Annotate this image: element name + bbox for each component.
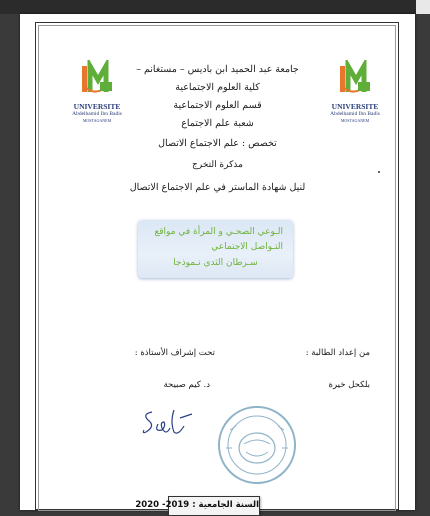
division-name: شعبة علم الاجتماع (181, 118, 254, 129)
logo-university-name: UNIVERSITE (331, 102, 379, 111)
thesis-title-line3: سـرطان الثدي نـموذجا (173, 258, 258, 268)
specialty-name: تخصص : علم الاجتماع الاتصال (158, 138, 277, 149)
logo-university-subname: Abdelhamid Ibn Badis (330, 111, 380, 117)
thesis-title-line1: الـوعي الصحـي و المرأة في مواقع (154, 227, 283, 237)
faculty-name: كلية العلوم الاجتماعية (175, 82, 260, 93)
academic-year: السنة الجامعية : 2019- 2020 (135, 500, 259, 510)
supervisor-name: د. كيم صبيحة (163, 380, 210, 390)
document-page (20, 14, 415, 510)
university-name: جامعة عبد الحميد ابن باديس – مستغانم – (136, 64, 299, 75)
logo-university-city: MOSTAGANEM (340, 118, 370, 123)
logo-university-city: MOSTAGANEM (82, 118, 112, 123)
student-name: بلكحل خيرة (328, 380, 370, 390)
supervisor-label: تحت إشراف الأستاذة : (134, 348, 215, 358)
thesis-purpose: لنيل شهادة الماستر في علم الاجتماع الاتصال (129, 182, 306, 193)
stray-dot (378, 171, 380, 173)
student-label: من إعداد الطالبة : (305, 348, 370, 358)
supervisor-signature-icon (140, 406, 200, 442)
thesis-title-line2: التـواصل الاجتماعي (211, 242, 283, 252)
academic-year-box (135, 496, 260, 516)
university-logo-right (320, 60, 390, 124)
logo-university-name: UNIVERSITE (73, 102, 121, 111)
thesis-title-box (138, 220, 293, 278)
logo-university-subname: Abdelhamid Ibn Badis (72, 111, 122, 117)
department-stamp-icon (216, 404, 298, 486)
department-name: قسم العلوم الاجتماعية (173, 100, 262, 111)
university-emblem-icon (320, 60, 390, 100)
scrollbar-corner[interactable] (416, 0, 430, 14)
thesis-type: مذكرة التخرج (192, 160, 243, 170)
viewer-top-bar (0, 0, 430, 14)
